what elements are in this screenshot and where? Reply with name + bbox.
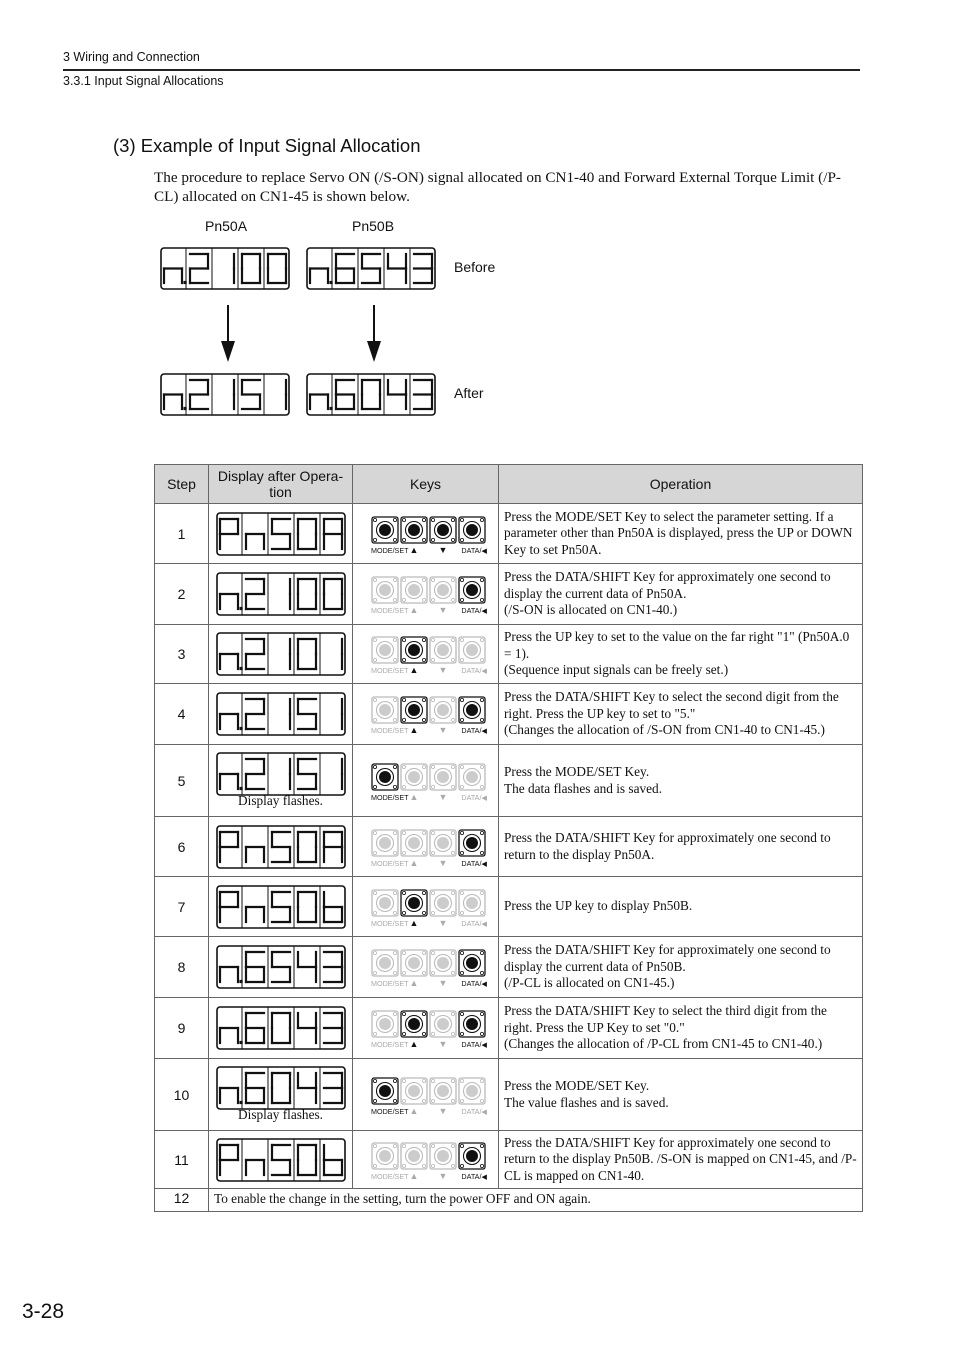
- down-key[interactable]: [430, 950, 456, 976]
- header-keys: Keys: [353, 465, 499, 504]
- key-label: MODE/SET: [370, 1106, 409, 1116]
- display-digit-3: [414, 380, 432, 409]
- seven-segment-display: [216, 945, 346, 989]
- key-label: ▼: [438, 978, 447, 988]
- key-label: ▲: [409, 978, 418, 988]
- mode-set-key[interactable]: [372, 1143, 398, 1169]
- display-digit-5: [272, 519, 290, 549]
- keys-cell: [353, 817, 499, 877]
- operation-text: (/P-CL is allocated on CN1-45.): [504, 975, 675, 991]
- display-digit-5: [272, 832, 290, 862]
- table-row: [155, 817, 863, 877]
- display-digit-n: [220, 594, 243, 610]
- operation-cell: [499, 937, 863, 998]
- data-shift-key[interactable]: [459, 637, 485, 663]
- display-cell: [209, 625, 353, 684]
- arrow-down-icon: [219, 305, 237, 363]
- display-digit-P: [220, 1145, 238, 1175]
- key-label: ▲: [409, 1105, 418, 1116]
- display-cell: [209, 817, 353, 877]
- seven-segment-display: [216, 752, 346, 796]
- keypad: [357, 1072, 495, 1118]
- key-label: ▲: [409, 544, 418, 555]
- step-number: 12: [155, 1189, 209, 1212]
- up-key[interactable]: [401, 517, 427, 543]
- display-before-pn50b: [306, 247, 436, 290]
- key-label: DATA/◀: [460, 918, 487, 928]
- display-digit-n: [220, 714, 243, 730]
- key-label: MODE/SET: [370, 666, 409, 675]
- display-digit-n: [164, 269, 187, 285]
- mode-set-key[interactable]: [372, 764, 398, 790]
- display-digit-n: [246, 1160, 264, 1175]
- display-wrapper: [209, 1006, 352, 1050]
- operation-cell: [499, 1059, 863, 1131]
- display-wrapper: [209, 752, 352, 796]
- intro-paragraph: The procedure to replace Servo ON (/S-ON) signal allocated on CN1-40 and Forward External Torque Limit (/P-CL) allocated on CN1-45 is shown below.: [154, 169, 841, 205]
- key-label: MODE/SET: [370, 858, 409, 868]
- display-digit-6: [336, 380, 354, 409]
- operation-cell: [499, 998, 863, 1059]
- step-number: 10: [155, 1059, 209, 1131]
- keys-cell: [353, 1059, 499, 1131]
- keys-cell: [353, 745, 499, 817]
- up-key[interactable]: [401, 1011, 427, 1037]
- key-label: ▲: [409, 725, 418, 735]
- display-digit-0: [272, 1073, 290, 1103]
- display-wrapper: [209, 1066, 352, 1110]
- table-row: [155, 1131, 863, 1189]
- key-label: ▲: [409, 1039, 418, 1049]
- seven-segment-display: [216, 1138, 346, 1182]
- keys-cell: [353, 625, 499, 684]
- key-label: ▼: [438, 1039, 447, 1049]
- display-digit-0: [272, 1013, 290, 1043]
- display-digit-6: [246, 1073, 264, 1103]
- display-wrapper: [209, 1138, 352, 1182]
- seven-segment-display: [216, 512, 346, 556]
- step-number: 5: [155, 745, 209, 817]
- key-label: MODE/SET: [370, 1040, 409, 1049]
- operation-text: Press the DATA/SHIFT Key for approximately one second to display the current data of Pn50A.: [504, 569, 831, 601]
- before-label: Before: [454, 259, 496, 275]
- display-digit-3: [414, 254, 432, 283]
- up-key[interactable]: [401, 637, 427, 663]
- display-wrapper: [209, 512, 352, 556]
- display-digit-5: [272, 952, 290, 982]
- procedure-table: [154, 464, 863, 1212]
- operation-text: (Changes the allocation of /P-CL from CN1-45 to CN1-40.): [504, 1036, 823, 1052]
- display-after-pn50a: [160, 373, 290, 416]
- up-key[interactable]: [401, 697, 427, 723]
- display-digit-0: [324, 579, 342, 609]
- step-number: 8: [155, 937, 209, 998]
- key-label: DATA/◀: [460, 1171, 487, 1181]
- up-key[interactable]: [401, 830, 427, 856]
- key-label: ▼: [438, 725, 447, 735]
- display-digit-5: [242, 380, 260, 409]
- keypad: [357, 824, 495, 870]
- mode-set-key[interactable]: [372, 950, 398, 976]
- key-label: ▼: [438, 917, 447, 928]
- display-digit-2: [246, 579, 264, 609]
- display-digit-n: [220, 1088, 243, 1104]
- key-label: ▼: [438, 1170, 447, 1181]
- display-digit-b: [324, 892, 342, 922]
- display-digit-2: [246, 759, 264, 789]
- pn50a-label: Pn50A: [205, 218, 248, 234]
- key-label: ▼: [438, 857, 447, 868]
- section-header: 3.3.1 Input Signal Allocations: [63, 74, 224, 88]
- display-cell: [209, 745, 353, 817]
- display-digit-4: [298, 952, 316, 982]
- key-label: ▼: [438, 605, 447, 615]
- display-wrapper: [209, 692, 352, 736]
- table-row: [155, 1059, 863, 1131]
- display-digit-2: [190, 254, 208, 283]
- pn50b-label: Pn50B: [352, 218, 395, 234]
- display-flashes-note: Display flashes.: [238, 793, 323, 808]
- mode-set-key[interactable]: [372, 577, 398, 603]
- key-label: DATA/◀: [460, 1106, 487, 1116]
- down-key[interactable]: [430, 1011, 456, 1037]
- display-digit-P: [220, 892, 238, 922]
- display-digit-0: [298, 1145, 316, 1175]
- seven-segment-display: [306, 247, 436, 290]
- keys-cell: [353, 684, 499, 745]
- key-label: ▼: [438, 665, 447, 675]
- display-wrapper: [209, 885, 352, 929]
- display-digit-5: [272, 1145, 290, 1175]
- display-digit-3: [324, 1073, 342, 1103]
- operation-text: Press the MODE/SET Key.: [504, 1078, 650, 1093]
- seven-segment-display: [216, 885, 346, 929]
- operation-cell: [499, 684, 863, 745]
- table-row-final: [155, 1189, 863, 1212]
- step-number: 9: [155, 998, 209, 1059]
- display-flashes-note: Display flashes.: [238, 1107, 323, 1122]
- table-row: [155, 745, 863, 817]
- down-key[interactable]: [430, 830, 456, 856]
- display-cell: [209, 504, 353, 564]
- display-digit-6: [246, 1013, 264, 1043]
- after-label: After: [454, 385, 484, 401]
- key-label: DATA/◀: [460, 792, 487, 802]
- data-shift-key[interactable]: [459, 1143, 485, 1169]
- keys-cell: [353, 937, 499, 998]
- keypad: [357, 571, 495, 617]
- display-cell: [209, 564, 353, 625]
- display-digit-0: [298, 519, 316, 549]
- keypad: [357, 944, 495, 990]
- display-digit-n: [246, 907, 264, 922]
- data-shift-key[interactable]: [459, 517, 485, 543]
- operation-cell: [499, 817, 863, 877]
- header-rule: [63, 69, 860, 71]
- step-number: 6: [155, 817, 209, 877]
- key-label: MODE/SET: [370, 979, 409, 988]
- up-key[interactable]: [401, 890, 427, 916]
- display-digit-A: [324, 519, 342, 549]
- seven-segment-display: [160, 373, 290, 416]
- display-cell: [209, 684, 353, 745]
- display-digit-0: [268, 254, 286, 283]
- key-label: DATA/◀: [460, 666, 487, 675]
- keypad: [357, 1137, 495, 1183]
- display-after-pn50b: [306, 373, 436, 416]
- key-label: ▼: [438, 1105, 447, 1116]
- display-digit-4: [298, 1073, 316, 1103]
- display-digit-0: [298, 579, 316, 609]
- mode-set-key[interactable]: [372, 697, 398, 723]
- display-wrapper: [209, 945, 352, 989]
- data-shift-key[interactable]: [459, 1011, 485, 1037]
- data-shift-key[interactable]: [459, 830, 485, 856]
- header-step: Step: [155, 465, 209, 504]
- down-key[interactable]: [430, 517, 456, 543]
- operation-text: Press the DATA/SHIFT Key for approximately one second to return to the display Pn50A.: [504, 830, 831, 862]
- key-label: MODE/SET: [370, 1171, 409, 1181]
- display-digit-n: [246, 534, 264, 549]
- operation-text: Press the MODE/SET Key.: [504, 764, 650, 779]
- operation-cell: [499, 1131, 863, 1189]
- keypad: [357, 758, 495, 804]
- display-digit-n: [246, 847, 264, 862]
- display-digit-5: [362, 254, 380, 283]
- display-cell: [209, 998, 353, 1059]
- display-digit-n: [310, 395, 333, 411]
- down-key[interactable]: [430, 577, 456, 603]
- step-number: 4: [155, 684, 209, 745]
- up-key[interactable]: [401, 1143, 427, 1169]
- up-key[interactable]: [401, 577, 427, 603]
- display-digit-n: [220, 654, 243, 670]
- step-number: 7: [155, 877, 209, 937]
- seven-segment-display: [216, 1006, 346, 1050]
- seven-segment-display: [160, 247, 290, 290]
- step-number: 2: [155, 564, 209, 625]
- mode-set-key[interactable]: [372, 1011, 398, 1037]
- final-step-text: To enable the change in the setting, turn the power OFF and ON again.: [209, 1189, 863, 1212]
- up-key[interactable]: [401, 1078, 427, 1104]
- operation-text: Press the UP key to set to the value on the far right "1" (Pn50A.0 = 1).: [504, 629, 850, 661]
- key-label: MODE/SET: [370, 792, 409, 802]
- display-digit-n: [220, 967, 243, 983]
- display-digit-6: [336, 254, 354, 283]
- operation-text: Press the DATA/SHIFT Key for approximately one second to display the current data of Pn50B.: [504, 942, 831, 974]
- display-digit-5: [272, 892, 290, 922]
- keys-cell: [353, 1131, 499, 1189]
- display-digit-0: [362, 380, 380, 409]
- display-digit-5: [298, 699, 316, 729]
- key-label: ▲: [409, 605, 418, 615]
- table-row: [155, 625, 863, 684]
- display-cell: [209, 937, 353, 998]
- key-label: ▼: [438, 791, 447, 802]
- display-before-pn50a: [160, 247, 290, 290]
- display-digit-0: [298, 832, 316, 862]
- page-number: 3-28: [22, 1300, 65, 1323]
- data-shift-key[interactable]: [459, 697, 485, 723]
- display-wrapper: [209, 632, 352, 676]
- table-row: [155, 684, 863, 745]
- key-label: ▼: [438, 544, 447, 555]
- operation-cell: [499, 504, 863, 564]
- key-label: ▲: [409, 1170, 418, 1181]
- down-key[interactable]: [430, 890, 456, 916]
- display-digit-4: [388, 254, 406, 283]
- operation-text: Press the DATA/SHIFT Key for approximately one second to return to the display Pn50B. /S-ON is mapped on CN1-45, and /P-CL is mapped on CN1-40.: [504, 1134, 857, 1183]
- seven-segment-display: [216, 632, 346, 676]
- arrow-down-icon: [365, 305, 383, 363]
- key-label: DATA/◀: [460, 1040, 487, 1049]
- operation-cell: [499, 564, 863, 625]
- down-key[interactable]: [430, 1078, 456, 1104]
- mode-set-key[interactable]: [372, 890, 398, 916]
- step-number: 3: [155, 625, 209, 684]
- key-label: ▲: [409, 857, 418, 868]
- keys-cell: [353, 504, 499, 564]
- display-cell: [209, 877, 353, 937]
- mode-set-key[interactable]: [372, 517, 398, 543]
- display-digit-P: [220, 832, 238, 862]
- down-key[interactable]: [430, 764, 456, 790]
- display-digit-4: [388, 380, 406, 409]
- operation-text: Press the DATA/SHIFT Key to select the second digit from the right. Press the UP key to set to "5.": [504, 689, 839, 721]
- operation-text: The value flashes and is saved.: [504, 1094, 669, 1110]
- operation-text: (Sequence input signals can be freely set.): [504, 662, 729, 678]
- display-digit-A: [324, 832, 342, 862]
- display-digit-2: [246, 699, 264, 729]
- keypad: [357, 691, 495, 737]
- display-digit-5: [298, 759, 316, 789]
- keys-cell: [353, 998, 499, 1059]
- down-key[interactable]: [430, 1143, 456, 1169]
- key-label: MODE/SET: [370, 918, 409, 928]
- display-digit-0: [298, 639, 316, 669]
- display-digit-n: [164, 395, 187, 411]
- seven-segment-display: [216, 825, 346, 869]
- up-key[interactable]: [401, 950, 427, 976]
- key-label: ▲: [409, 665, 418, 675]
- table-row: [155, 937, 863, 998]
- seven-segment-display: [306, 373, 436, 416]
- display-wrapper: [209, 572, 352, 616]
- keypad: [357, 511, 495, 557]
- operation-text: The data flashes and is saved.: [504, 780, 663, 796]
- operation-text: Press the UP key to display Pn50B.: [504, 898, 693, 914]
- seven-segment-display: [216, 572, 346, 616]
- seven-segment-display: [216, 692, 346, 736]
- keys-cell: [353, 564, 499, 625]
- step-number: 1: [155, 504, 209, 564]
- mode-set-key[interactable]: [372, 637, 398, 663]
- data-shift-key[interactable]: [459, 1078, 485, 1104]
- mode-set-key[interactable]: [372, 830, 398, 856]
- keypad: [357, 884, 495, 930]
- display-digit-2: [190, 380, 208, 409]
- operation-text: Press the MODE/SET Key to select the parameter setting. If a parameter other than Pn50A is displayed, press the UP or DOWN Key to set Pn50A.: [504, 508, 853, 557]
- data-shift-key[interactable]: [459, 890, 485, 916]
- display-digit-3: [324, 952, 342, 982]
- data-shift-key[interactable]: [459, 577, 485, 603]
- seven-segment-display: [216, 1066, 346, 1110]
- step-number: 11: [155, 1131, 209, 1189]
- header-operation: Operation: [499, 465, 863, 504]
- down-key[interactable]: [430, 697, 456, 723]
- data-shift-key[interactable]: [459, 764, 485, 790]
- key-label: DATA/◀: [460, 726, 487, 735]
- down-key[interactable]: [430, 637, 456, 663]
- key-label: DATA/◀: [460, 606, 487, 615]
- display-digit-0: [298, 892, 316, 922]
- section-title: (3) Example of Input Signal Allocation: [113, 135, 421, 156]
- operation-cell: [499, 877, 863, 937]
- operation-cell: [499, 745, 863, 817]
- key-label: MODE/SET: [370, 726, 409, 735]
- display-cell: [209, 1059, 353, 1131]
- chapter-header: 3 Wiring and Connection: [63, 50, 200, 64]
- operation-text: (/S-ON is allocated on CN1-40.): [504, 602, 678, 618]
- operation-text: Press the DATA/SHIFT Key to select the third digit from the right. Press the UP Key to set "0.": [504, 1003, 827, 1035]
- display-digit-3: [324, 1013, 342, 1043]
- key-label: DATA/◀: [460, 858, 487, 868]
- header-display: Display after Opera-tion: [209, 465, 353, 504]
- table-row: [155, 504, 863, 564]
- keypad: [357, 1005, 495, 1051]
- display-digit-6: [246, 952, 264, 982]
- display-digit-n: [310, 269, 333, 285]
- mode-set-key[interactable]: [372, 1078, 398, 1104]
- up-key[interactable]: [401, 764, 427, 790]
- key-label: DATA/◀: [460, 979, 487, 988]
- data-shift-key[interactable]: [459, 950, 485, 976]
- display-digit-n: [220, 1028, 243, 1044]
- keypad: [357, 631, 495, 677]
- key-label: ▲: [409, 791, 418, 802]
- display-digit-0: [242, 254, 260, 283]
- key-label: MODE/SET: [370, 545, 409, 555]
- key-label: MODE/SET: [370, 606, 409, 615]
- table-header-row: [155, 465, 863, 504]
- table-row: [155, 998, 863, 1059]
- table-row: [155, 877, 863, 937]
- table-row: [155, 564, 863, 625]
- display-digit-b: [324, 1145, 342, 1175]
- display-digit-P: [220, 519, 238, 549]
- display-digit-2: [246, 639, 264, 669]
- operation-cell: [499, 625, 863, 684]
- keys-cell: [353, 877, 499, 937]
- key-label: ▲: [409, 917, 418, 928]
- display-digit-4: [298, 1013, 316, 1043]
- operation-text: (Changes the allocation of /S-ON from CN1-40 to CN1-45.): [504, 722, 825, 738]
- display-digit-n: [220, 774, 243, 790]
- display-wrapper: [209, 825, 352, 869]
- key-label: DATA/◀: [460, 545, 487, 555]
- display-cell: [209, 1131, 353, 1189]
